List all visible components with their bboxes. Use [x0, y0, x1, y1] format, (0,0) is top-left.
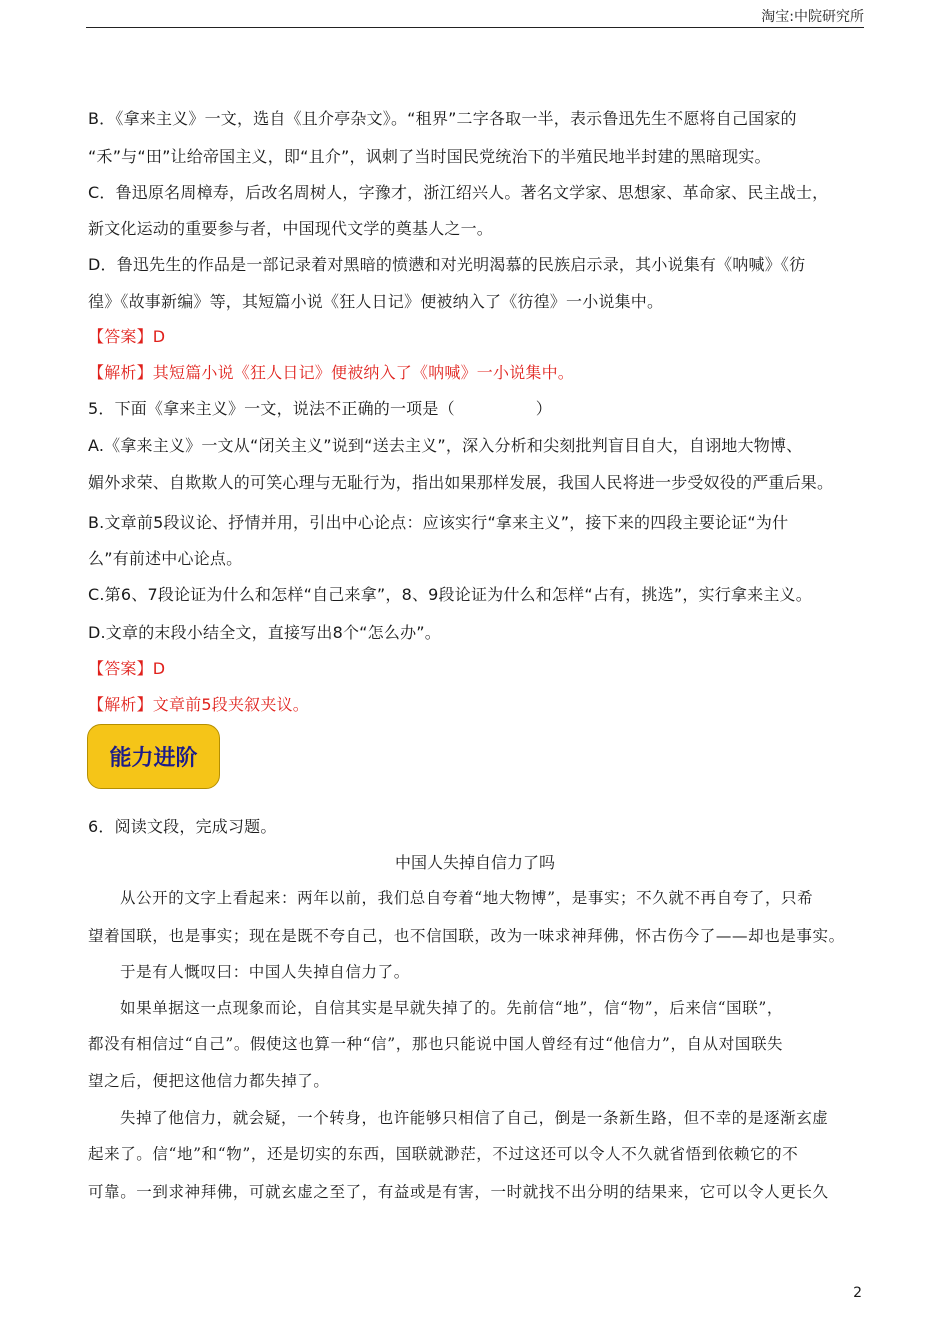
page-number: 2 [853, 1285, 862, 1301]
q5-analysis: 【解析】文章前5段夹叙夹议。 [88, 695, 309, 714]
header-source: 淘宝:中院研究所 [761, 9, 864, 25]
q5-option-line: C.第6、7段论证为什么和怎样“自己来拿”，8、9段论证为什么和怎样“占有，挑选”，实行拿来主义。 [88, 585, 812, 604]
section-badge: 能力进阶 [87, 724, 220, 789]
q4-option-line: B．《拿来主义》一文，选自《且介亭杂文》。“租界”二字各取一半，表示鲁迅先生不愿将自己国家的 [88, 109, 797, 128]
passage-line: 望之后，便把这他信力都失掉了。 [88, 1072, 330, 1090]
q6-stem: 6．阅读文段，完成习题。 [88, 817, 277, 836]
q4-option-line: D．鲁迅先生的作品是一部记录着对黑暗的愤懑和对光明渴慕的民族启示录，其小说集有《呐喊》《彷 [88, 255, 806, 274]
header-divider [86, 27, 864, 28]
q4-option-line: 新文化运动的重要参与者，中国现代文学的奠基人之一。 [88, 219, 494, 238]
passage-line: 可靠。一到求神拜佛，可就玄虚之至了，有益或是有害，一时就找不出分明的结果来，它可以令人更长久 [88, 1183, 829, 1201]
q5-stem: 5．下面《拿来主义》一文，说法不正确的一项是（ ） [88, 399, 552, 418]
q5-option-line: 媚外求荣、自欺欺人的可笑心理与无耻行为，指出如果那样发展，我国人民将进一步受奴役的严重后果。 [88, 473, 834, 492]
q4-option-line: C．鲁迅原名周樟寿，后改名周树人，字豫才，浙江绍兴人。著名文学家、思想家、革命家、民主战士， [88, 183, 829, 202]
q5-option-line: B.文章前5段议论、抒情并用，引出中心论点：应该实行“拿来主义”，接下来的四段主要论证“为什 [88, 513, 789, 532]
q5-option-line: A.《拿来主义》一文从“闭关主义”说到“送去主义”，深入分析和尖刻批判盲目自大，自诩地大物博、 [88, 436, 803, 455]
passage-line: 起来了。信“地”和“物”，还是切实的东西，国联就渺茫，不过这还可以令人不久就省悟到依赖它的不 [88, 1145, 799, 1163]
q4-option-line: 徨》《故事新编》等，其短篇小说《狂人日记》便被纳入了《彷徨》一小说集中。 [88, 292, 664, 311]
q4-option-line: “禾”与“田”让给帝国主义，即“且介”，讽刺了当时国民党统治下的半殖民地半封建的黑暗现实。 [88, 147, 771, 166]
q4-answer: 【答案】D [88, 327, 166, 346]
q5-option-line: 么”有前述中心论点。 [88, 549, 243, 568]
passage-line: 望着国联，也是事实；现在是既不夸自己，也不信国联，改为一味求神拜佛，怀古伤今了——却也是事实。 [88, 927, 845, 945]
q5-option-line: D.文章的末段小结全文，直接写出8个“怎么办”。 [88, 623, 441, 642]
passage-title: 中国人失掉自信力了吗 [394, 853, 555, 872]
q5-answer: 【答案】D [88, 659, 166, 678]
passage-line: 如果单据这一点现象而论，自信其实是早就失掉了的。先前信“地”，信“物”，后来信“国联”， [120, 999, 783, 1017]
passage-line: 都没有相信过“自己”。假使这也算一种“信”，那也只能说中国人曾经有过“他信力”，自从对国联失 [88, 1035, 784, 1053]
q4-analysis: 【解析】其短篇小说《狂人日记》便被纳入了《呐喊》一小说集中。 [88, 363, 575, 382]
passage-line: 失掉了他信力，就会疑，一个转身，也许能够只相信了自己，倒是一条新生路，但不幸的是逐渐玄虚 [120, 1109, 829, 1127]
passage-line: 从公开的文字上看起来：两年以前，我们总自夸着“地大物博”，是事实；不久就不再自夸了，只希 [120, 889, 814, 907]
passage-line: 于是有人慨叹曰：中国人失掉自信力了。 [120, 963, 410, 981]
